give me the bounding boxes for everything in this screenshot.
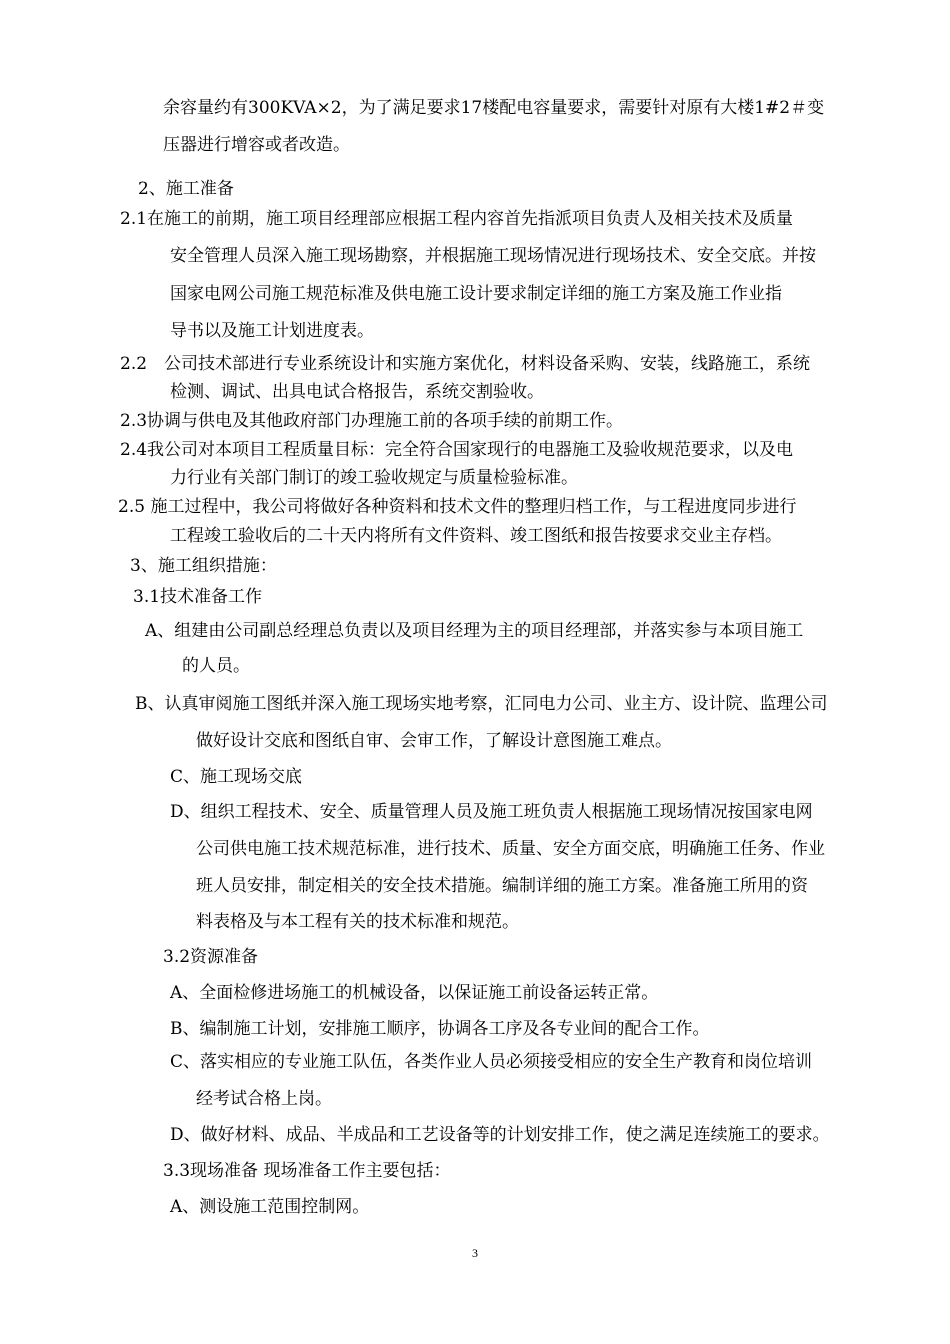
- text-line: C、落实相应的专业施工队伍，各类作业人员必须接受相应的安全生产教育和岗位培训: [170, 1052, 813, 1072]
- text-line: D、组织工程技术、安全、质量管理人员及施工班负责人根据施工现场情况按国家电网: [170, 802, 813, 822]
- text-line: 工程竣工验收后的二十天内将所有文件资料、竣工图纸和报告按要求交业主存档。: [170, 526, 782, 546]
- text-line: A、全面检修进场施工的机械设备，以保证施工前设备运转正常。: [170, 983, 659, 1003]
- text-line: B、编制施工计划，安排施工顺序，协调各工序及各专业间的配合工作。: [170, 1019, 710, 1039]
- text-line: A、测设施工范围控制网。: [170, 1197, 370, 1217]
- subsection-heading: 3.1技术准备工作: [133, 587, 263, 607]
- text-line: 经考试合格上岗。: [196, 1089, 332, 1109]
- text-line: 2.3协调与供电及其他政府部门办理施工前的各项手续的前期工作。: [120, 411, 624, 431]
- text-line: 2.2 公司技术部进行专业系统设计和实施方案优化，材料设备采购、安装，线路施工，系统: [120, 354, 811, 374]
- subsection-heading: 3.2资源准备: [163, 947, 259, 967]
- text-line: 导书以及施工计划进度表。: [170, 321, 374, 341]
- text-line: B、认真审阅施工图纸并深入施工现场实地考察，汇同电力公司、业主方、设计院、监理公司: [135, 694, 828, 714]
- text-line: 2.4我公司对本项目工程质量目标：完全符合国家现行的电器施工及验收规范要求，以及电: [120, 440, 794, 460]
- text-line: 检测、调试、出具电试合格报告，系统交割验收。: [170, 382, 544, 402]
- text-line: D、做好材料、成品、半成品和工艺设备等的计划安排工作，使之满足连续施工的要求。: [170, 1125, 830, 1145]
- text-line: 料表格及与本工程有关的技术标准和规范。: [196, 912, 519, 932]
- section-heading: 3、施工组织措施：: [130, 556, 277, 576]
- text-line: A、组建由公司副总经理总负责以及项目经理为主的项目经理部，并落实参与本项目施工: [145, 621, 804, 641]
- text-line: 力行业有关部门制订的竣工验收规定与质量检验标准。: [170, 468, 578, 488]
- text-line: C、施工现场交底: [170, 767, 303, 787]
- text-line: 公司供电施工技术规范标准，进行技术、质量、安全方面交底，明确施工任务、作业: [196, 839, 825, 859]
- text-line: 班人员安排，制定相关的安全技术措施。编制详细的施工方案。准备施工所用的资: [196, 876, 808, 896]
- text-line: 余容量约有300KVA×2，为了满足要求17楼配电容量要求，需要针对原有大楼1#2＃变: [163, 98, 825, 118]
- page-number: 3: [472, 1246, 478, 1260]
- text-line: 国家电网公司施工规范标准及供电施工设计要求制定详细的施工方案及施工作业指: [170, 284, 782, 304]
- text-line: 压器进行增容或者改造。: [163, 135, 350, 155]
- text-line: 2.5 施工过程中，我公司将做好各种资料和技术文件的整理归档工作，与工程进度同步进行: [118, 497, 797, 517]
- text-line: 2.1在施工的前期，施工项目经理部应根据工程内容首先指派项目负责人及相关技术及质量: [120, 209, 794, 229]
- subsection-heading: 3.3现场准备 现场准备工作主要包括：: [163, 1161, 451, 1181]
- text-line: 安全管理人员深入施工现场勘察，并根据施工现场情况进行现场技术、安全交底。并按: [170, 246, 816, 266]
- section-heading: 2、施工准备: [138, 179, 234, 199]
- text-line: 做好设计交底和图纸自审、会审工作，了解设计意图施工难点。: [196, 731, 672, 751]
- text-line: 的人员。: [182, 656, 250, 676]
